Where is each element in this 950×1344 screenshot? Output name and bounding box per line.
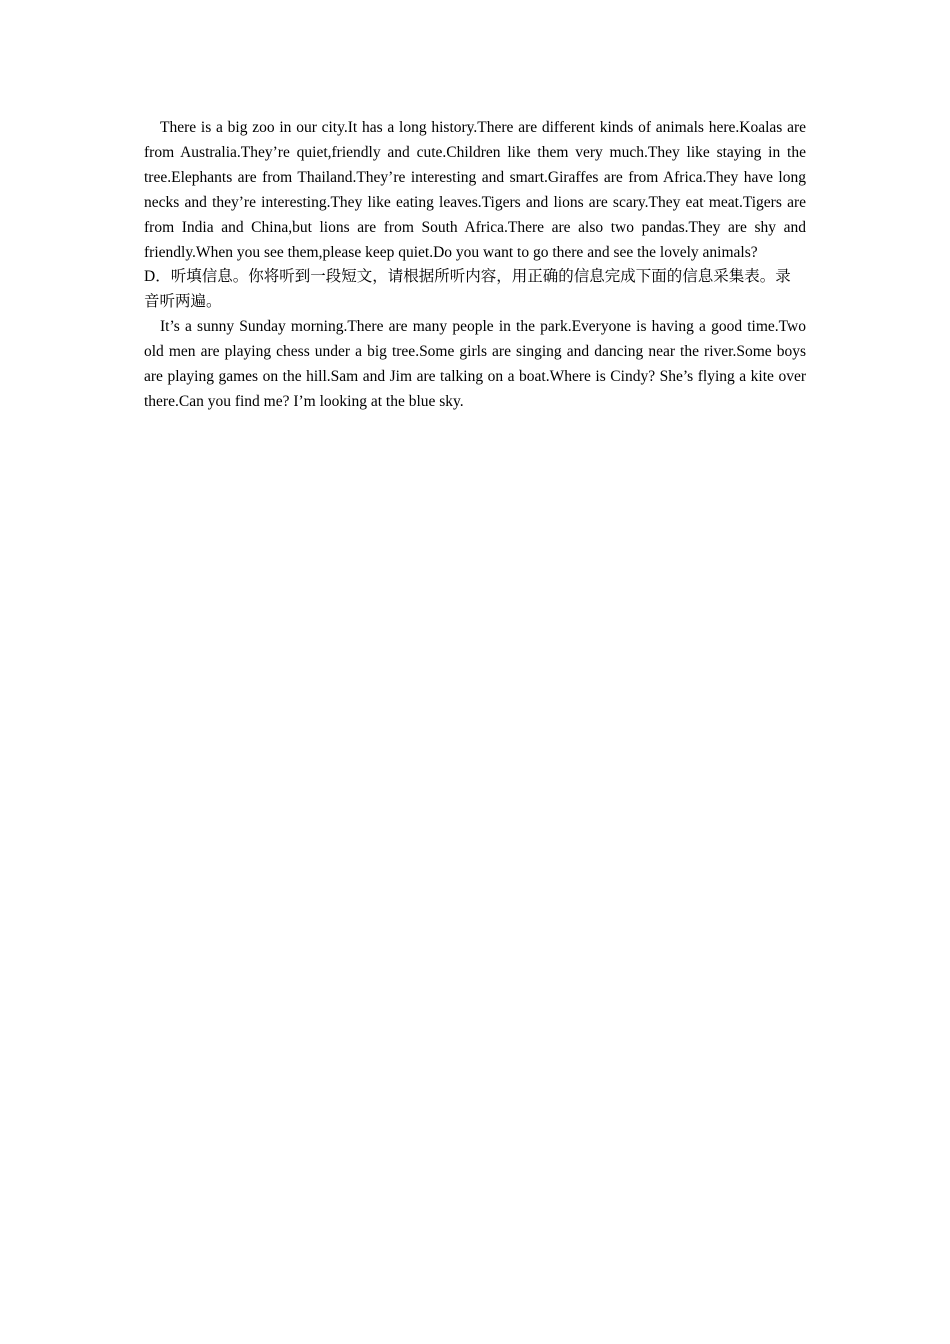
zoo-passage: There is a big zoo in our city.It has a long history.There are different kinds of animals here.Koalas are from Australia.They’re quiet,friendly and cute.Children like them very much.They like staying in the tree.Elephants are from Thailand.They’re interesting and smart.Giraffes are from Africa.They have long necks and they’re interesting.They like eating leaves.Tigers and lions are scary.They eat meat.Tigers are from India and China,but lions are from South Africa.There are also two pandas.They are shy and friendly.When you see them,please keep quiet.Do you want to go there and see the lovely animals?	[144, 119, 806, 261]
park-passage: It’s a sunny Sunday morning.There are many people in the park.Everyone is having a good time.Two old men are playing chess under a big tree.Some girls are singing and dancing near the river.Some boys are playing games on the hill.Sam and Jim are talking on a boat.Where is Cindy? She’s flying a kite over there.Can you find me? I’m looking at the blue sky.	[144, 318, 806, 410]
document-body	[144, 116, 806, 415]
section-d-instruction: D．听填信息。你将听到一段短文，请根据所听内容，用正确的信息完成下面的信息采集表。录音听两遍。	[144, 268, 791, 311]
